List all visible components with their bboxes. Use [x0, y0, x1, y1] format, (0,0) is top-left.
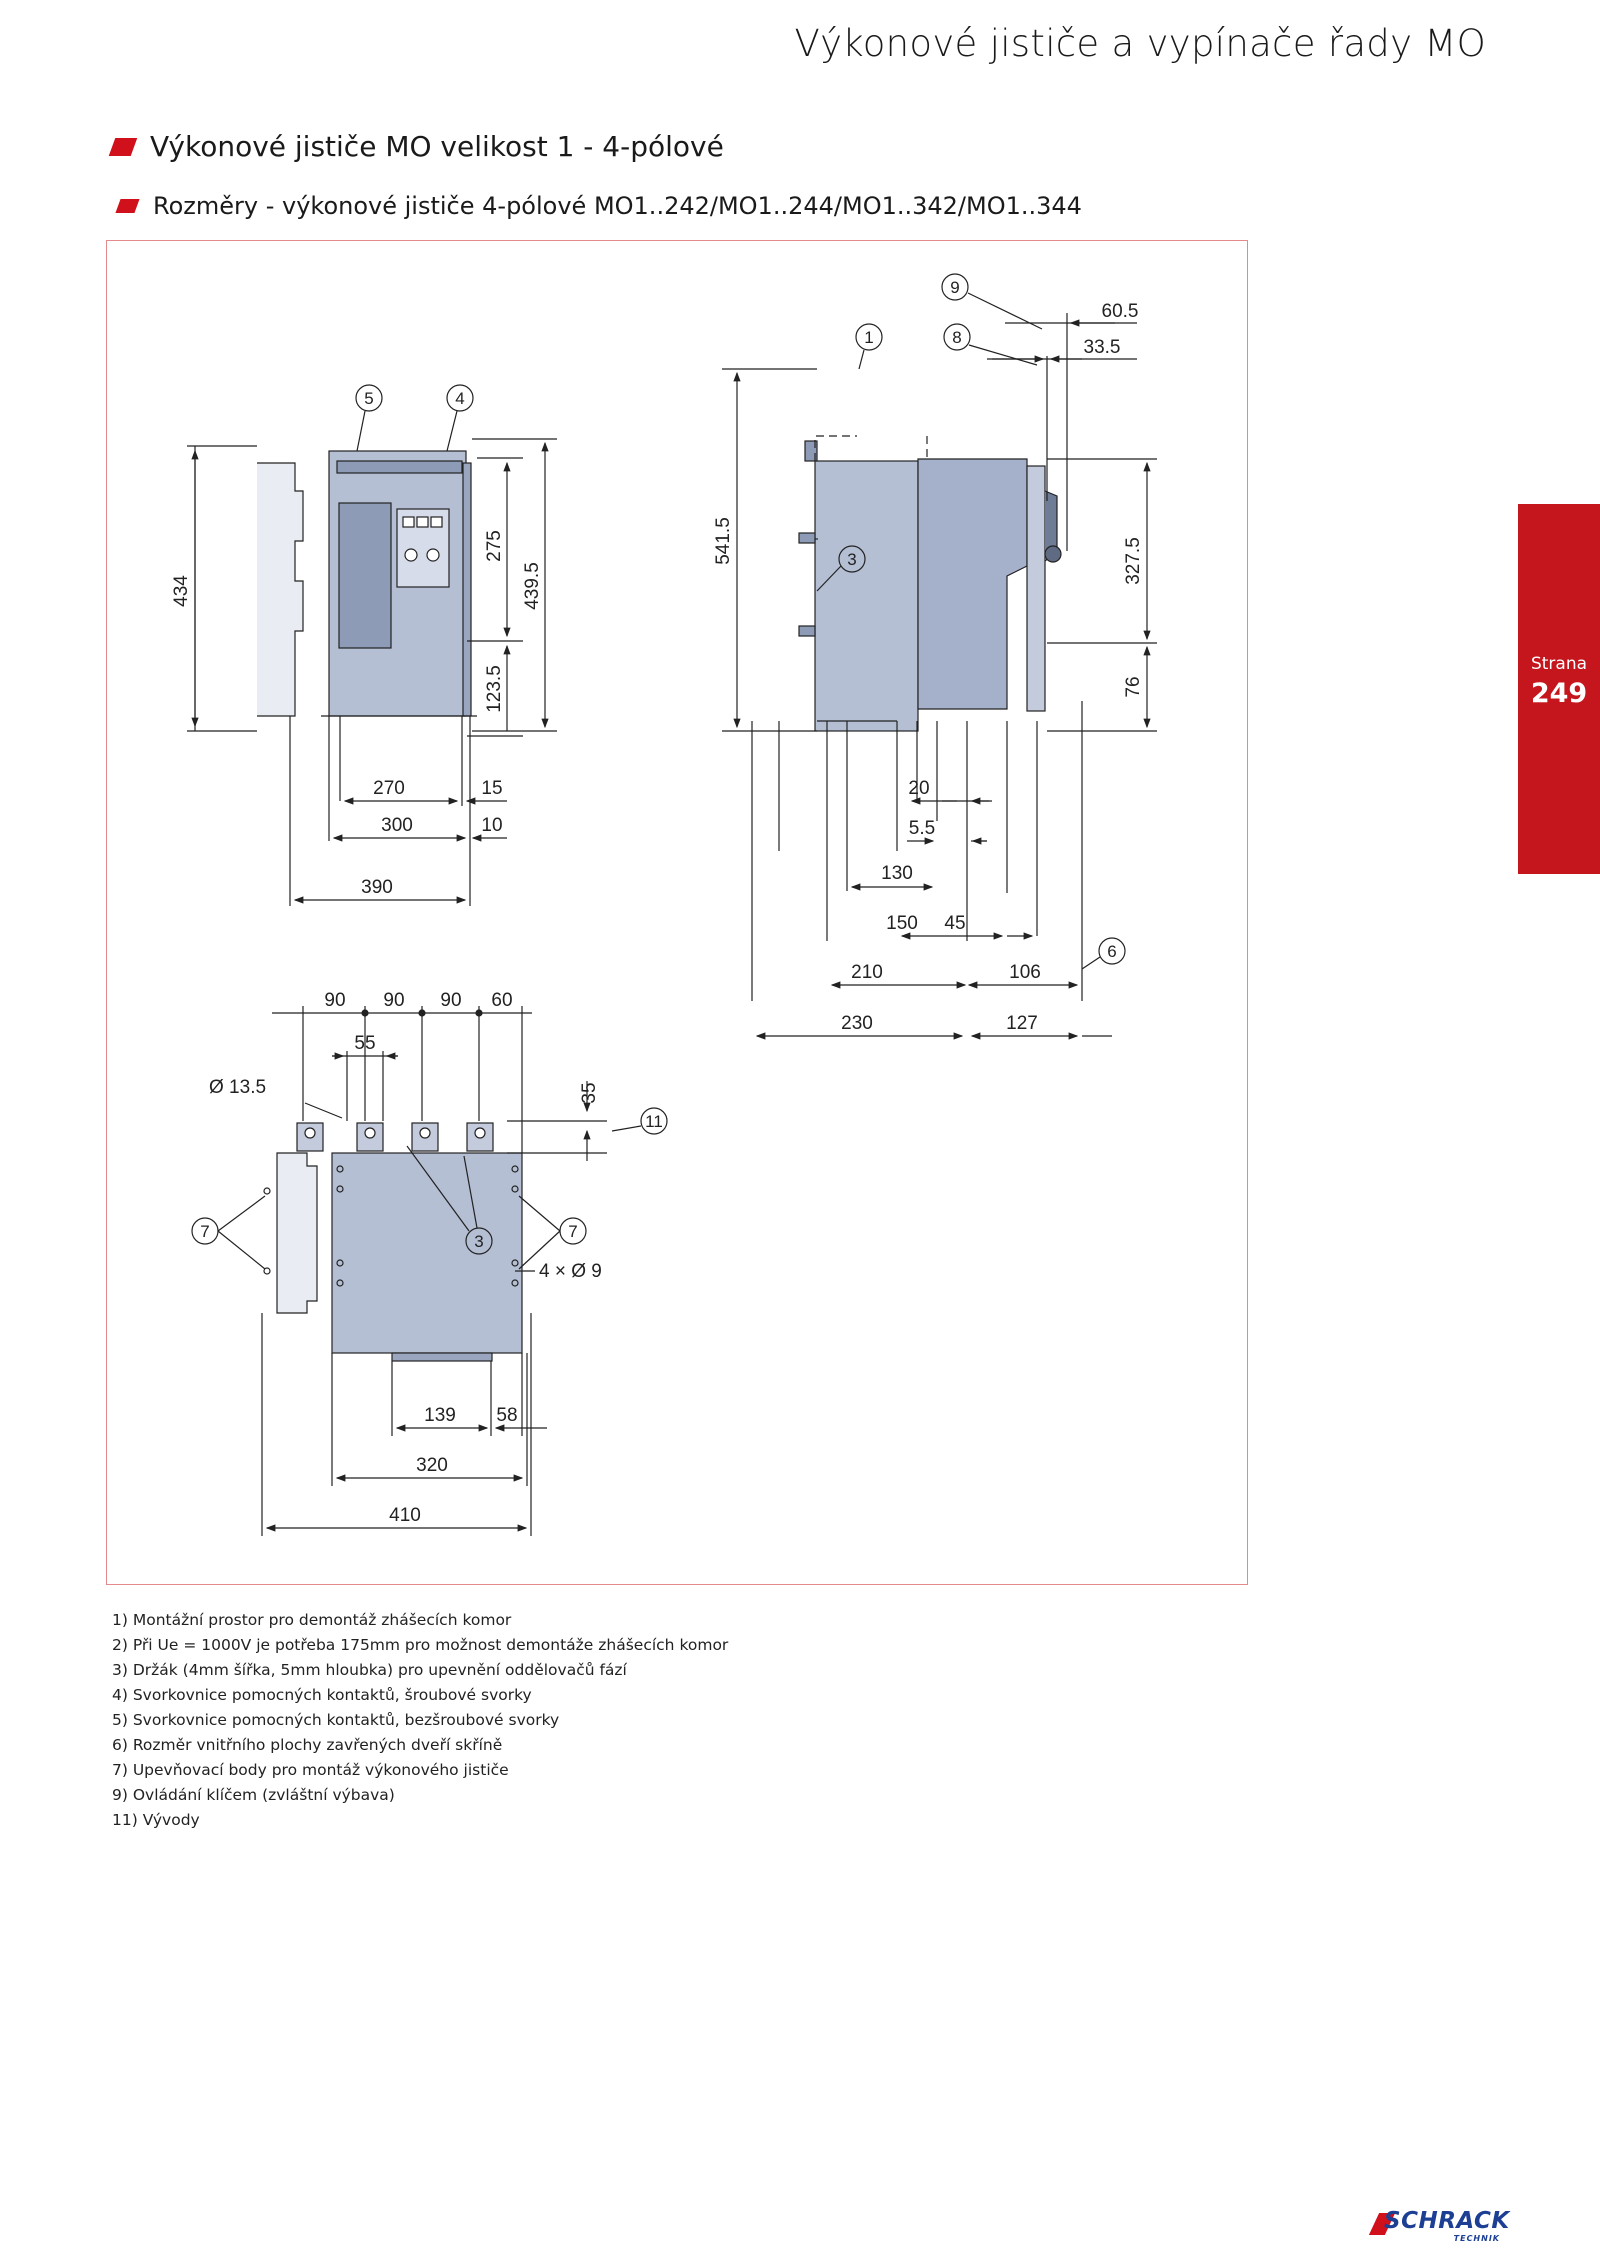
dim-label: 230	[841, 1013, 873, 1034]
footnote: 11) Vývody	[112, 1811, 200, 1829]
dim-label: 60.5	[1101, 301, 1139, 322]
dim-label: 123.5	[484, 665, 505, 713]
front-view	[257, 451, 477, 716]
bullet-marker-icon	[115, 199, 139, 213]
dim-label: 76	[1123, 676, 1144, 698]
dim-label: 210	[851, 962, 883, 983]
callout-number: 9	[950, 278, 960, 297]
footnote: 2) Při Ue = 1000V je potřeba 175mm pro možnost demontáže zhášecích komor	[112, 1636, 729, 1654]
dim-label: 541.5	[713, 517, 734, 565]
dim-label: 390	[361, 877, 393, 898]
dim-label: 150	[886, 913, 918, 934]
dim-label: 58	[496, 1405, 518, 1426]
dim-label: 15	[481, 778, 503, 799]
dim-label: 45	[944, 913, 966, 934]
logo-subtext: TECHNIK	[1453, 2234, 1500, 2243]
callout-number: 7	[200, 1222, 210, 1241]
footnote: 6) Rozměr vnitřního plochy zavřených dveří skříně	[112, 1736, 503, 1754]
logo-text: SCHRACK	[1384, 2208, 1510, 2234]
dim-label: 5.5	[908, 818, 936, 839]
page-tab-label: Strana	[1530, 654, 1588, 674]
section-heading	[112, 130, 724, 163]
page-number: 249	[1530, 678, 1588, 709]
page-tab	[1518, 504, 1600, 874]
section-title: Výkonové jističe MO velikost 1 - 4-pólové	[150, 130, 724, 163]
callout-number: 5	[364, 389, 374, 408]
callout-number: 7	[568, 1222, 578, 1241]
dim-label: 327.5	[1123, 537, 1144, 585]
dim-label: 139	[424, 1405, 456, 1426]
dim-label: 270	[373, 778, 405, 799]
footnote: 5) Svorkovnice pomocných kontaktů, bezšroubové svorky	[112, 1711, 560, 1729]
dim-label: 439.5	[522, 562, 543, 610]
footnote: 7) Upevňovací body pro montáž výkonového jističe	[112, 1761, 509, 1779]
dim-label: 90	[383, 990, 405, 1011]
callout-number: 3	[847, 550, 857, 569]
dim-label: 106	[1009, 962, 1041, 983]
dim-label: 275	[484, 530, 505, 562]
dim-label: 55	[354, 1033, 376, 1054]
footnotes	[112, 1608, 728, 1833]
dim-label: 410	[389, 1505, 421, 1526]
subsection-heading	[118, 192, 1082, 220]
callout-number: 8	[952, 328, 962, 347]
callout-number: 11	[645, 1112, 663, 1131]
dim-label: 20	[908, 778, 930, 799]
dim-label: 90	[440, 990, 462, 1011]
dim-label: 434	[171, 575, 192, 607]
bullet-marker-icon	[109, 138, 138, 156]
technical-drawing	[107, 241, 1246, 1583]
dim-label: 33.5	[1083, 337, 1121, 358]
dim-label: 4 × Ø 9	[539, 1261, 602, 1282]
footnote: 3) Držák (4mm šířka, 5mm hloubka) pro upevnění oddělovačů fází	[112, 1661, 627, 1679]
callout-number: 6	[1107, 942, 1117, 961]
subsection-title: Rozměry - výkonové jističe 4-pólové MO1..242/MO1..244/MO1..342/MO1..344	[153, 192, 1082, 220]
footnote: 4) Svorkovnice pomocných kontaktů, šroubové svorky	[112, 1686, 532, 1704]
dim-label: 60	[491, 990, 513, 1011]
schrack-logo	[1374, 2208, 1510, 2244]
dim-label: 300	[381, 815, 413, 836]
footnote: 1) Montážní prostor pro demontáž zhášecích komor	[112, 1611, 512, 1629]
dim-label: Ø 13.5	[209, 1077, 267, 1098]
side-view	[799, 436, 1061, 731]
footnote: 9) Ovládání klíčem (zvláštní výbava)	[112, 1786, 395, 1804]
dim-label: 90	[324, 990, 346, 1011]
dim-label: 130	[881, 863, 913, 884]
dim-label: 320	[416, 1455, 448, 1476]
callout-number: 3	[474, 1232, 484, 1251]
dim-label: 127	[1006, 1013, 1038, 1034]
dim-label: 35	[579, 1082, 600, 1104]
callout-number: 4	[455, 389, 465, 408]
dim-label: 10	[481, 815, 503, 836]
callout-number: 1	[864, 328, 874, 347]
page-title: Výkonové jističe a vypínače řady MO	[794, 22, 1486, 65]
drawing-frame	[106, 240, 1248, 1585]
